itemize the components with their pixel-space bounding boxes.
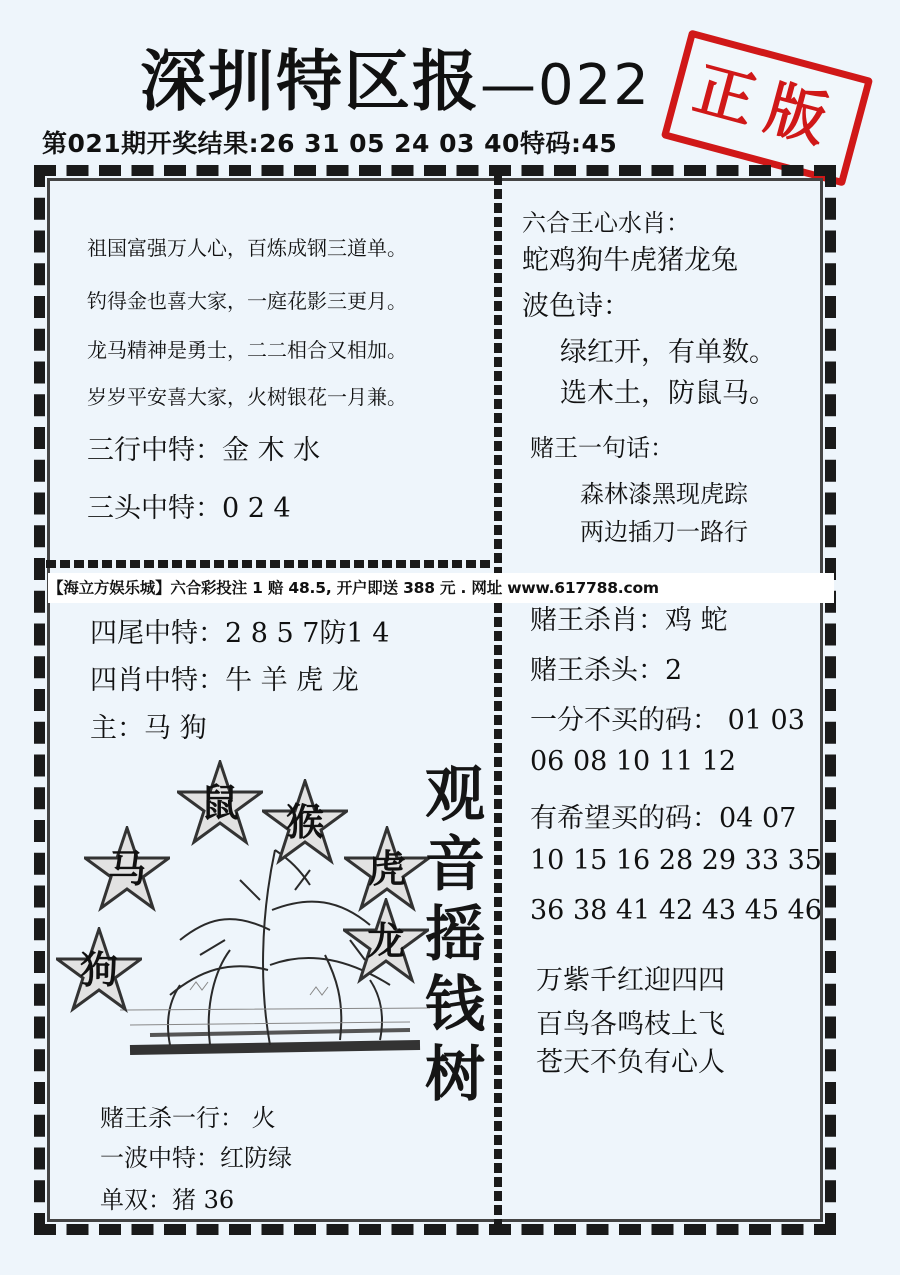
- heart-zodiac-value: 蛇鸡狗牛虎猪龙兔: [522, 245, 738, 276]
- vertical-title-char: 钱: [425, 970, 485, 1040]
- wave-special: 一波中特：红防绿: [100, 1144, 292, 1172]
- odd-even: 单双：猪 36: [100, 1186, 235, 1214]
- no-buy-numbers-row: 06 08 10 11 12: [530, 746, 737, 777]
- zodiac-star: [84, 826, 170, 912]
- left-section-divider: [46, 560, 494, 568]
- kill-zodiac: 赌王杀肖：鸡 蛇: [530, 605, 728, 636]
- authentic-stamp: 正版: [661, 29, 874, 186]
- closing-verse-line: 苍天不负有心人: [536, 1047, 725, 1078]
- star-char: 马: [107, 846, 146, 891]
- poem-line: 龙马精神是勇士，二二相合又相加。: [87, 338, 407, 362]
- title-text: 深圳特区报: [140, 42, 480, 120]
- hope-numbers: 有希望买的码：04 07: [530, 803, 797, 834]
- closing-verse-line: 万紫千红迎四四: [536, 965, 725, 996]
- wave-poem-line: 绿红开，有单数。: [560, 337, 776, 368]
- bottom-column-divider: [494, 603, 502, 1228]
- three-elements: 三行中特：金 木 水: [87, 435, 321, 466]
- main-zodiacs: 主：马 狗: [90, 713, 207, 744]
- vertical-title-char: 观: [425, 760, 485, 830]
- vertical-title: [415, 760, 495, 1110]
- heart-zodiac-label: 六合王心水肖：: [522, 209, 690, 237]
- four-zodiacs: 四肖中特：牛 羊 虎 龙: [90, 665, 359, 696]
- hope-numbers-row: 10 15 16 28 29 33 35: [530, 845, 822, 876]
- star-char: 狗: [79, 947, 118, 992]
- king-saying-label: 赌王一句话：: [530, 434, 674, 462]
- wave-poem-line: 选木土，防鼠马。: [560, 378, 776, 409]
- vertical-title-char: 音: [425, 830, 485, 900]
- page-title: [140, 28, 651, 123]
- three-heads: 三头中特：0 2 4: [87, 493, 291, 524]
- star-char: 龙: [366, 918, 405, 963]
- ad-banner: 【海立方娱乐城】六合彩投注 1 赔 48.5, 开户即送 388 元 . 网址 www.617788.com: [48, 573, 834, 603]
- poem-line: 岁岁平安喜大家，火树银花一月兼。: [87, 385, 407, 409]
- poem-line: 祖国富强万人心，百炼成钢三道单。: [87, 236, 407, 260]
- hope-numbers-row: 36 38 41 42 43 45 46: [530, 895, 822, 926]
- vertical-title-char: 摇: [425, 900, 485, 970]
- star-char: 虎: [367, 846, 406, 891]
- wave-poem-label: 波色诗：: [522, 291, 630, 322]
- closing-verse-line: 百鸟各鸣枝上飞: [536, 1009, 725, 1040]
- king-saying-line: 两边插刀一路行: [580, 518, 748, 546]
- zodiac-star: [56, 927, 142, 1013]
- previous-results: 第021期开奖结果:26 31 05 24 03 40特码:45: [42, 129, 618, 158]
- kill-element: 赌王杀一行： 火: [100, 1104, 276, 1132]
- star-char: 鼠: [200, 780, 239, 825]
- issue-number: —022: [480, 53, 651, 118]
- zodiac-star: [177, 760, 263, 846]
- king-saying-line: 森林漆黑现虎踪: [580, 480, 748, 508]
- vertical-title-char: 树: [425, 1040, 485, 1110]
- star-char: 猴: [285, 799, 324, 844]
- four-tails: 四尾中特：2 8 5 7防1 4: [90, 618, 390, 649]
- top-column-divider: [494, 175, 502, 573]
- no-buy-numbers: 一分不买的码： 01 03: [530, 705, 805, 736]
- zodiac-star: [262, 779, 348, 865]
- kill-head: 赌王杀头：2: [530, 655, 683, 686]
- poem-line: 钓得金也喜大家，一庭花影三更月。: [87, 289, 407, 313]
